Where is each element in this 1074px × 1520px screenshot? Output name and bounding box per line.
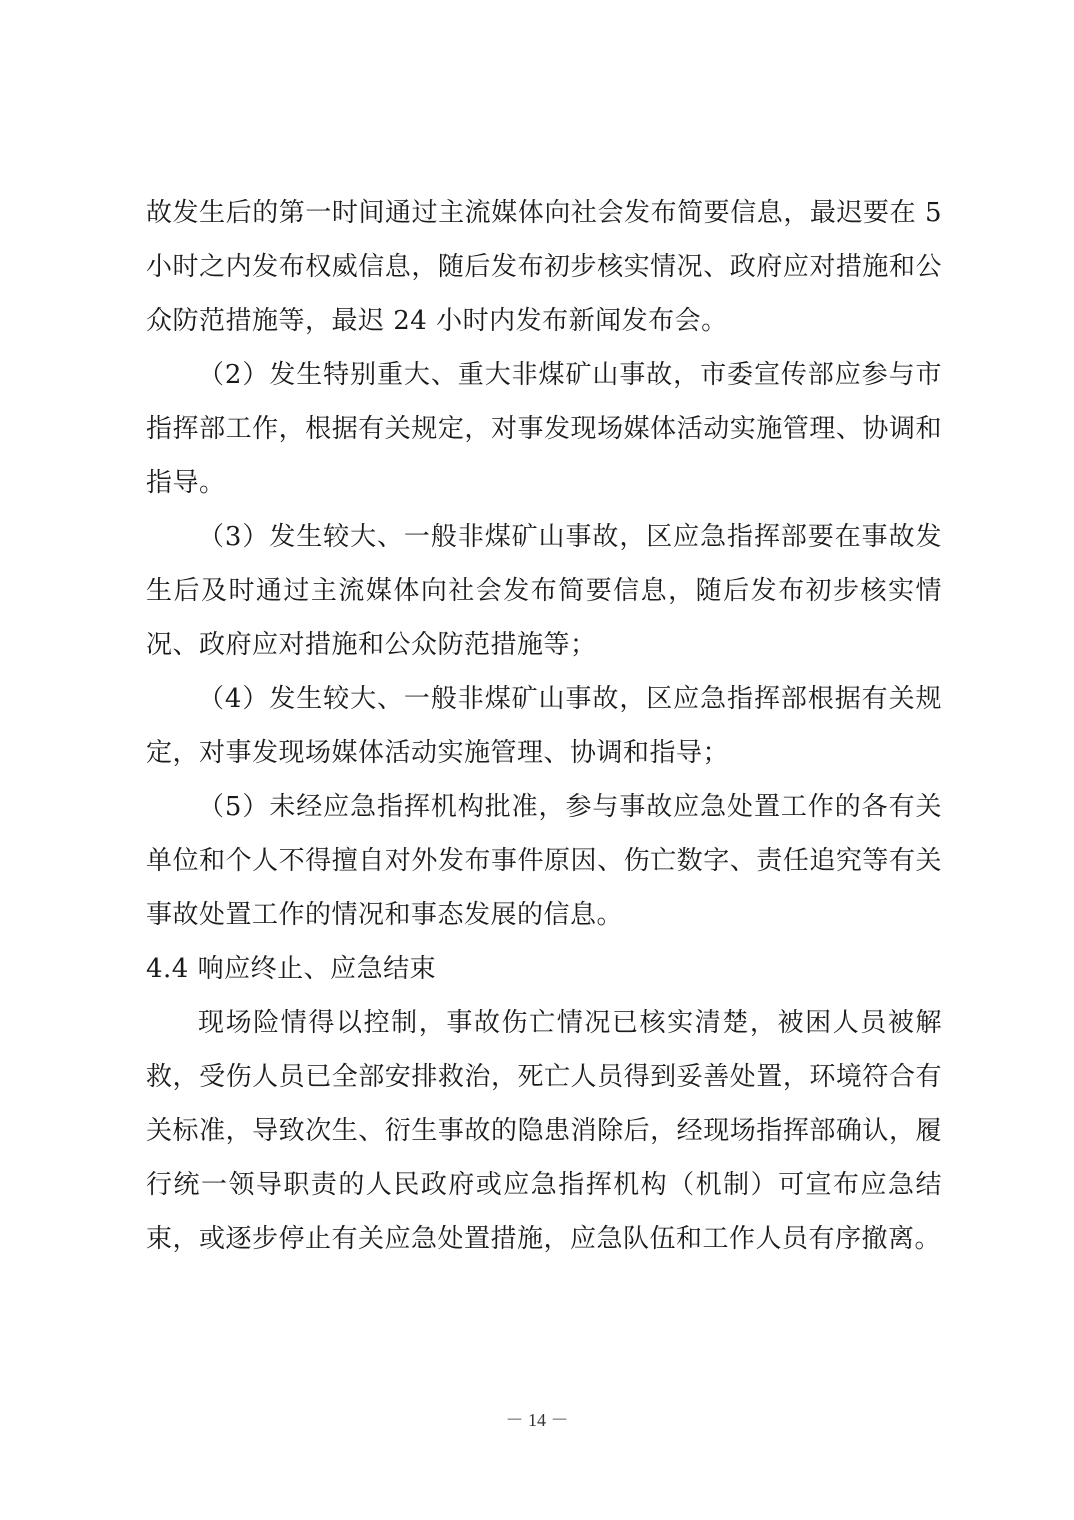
page-number: － 14 － <box>505 1410 569 1430</box>
paragraph-item-2: （2）发生特别重大、重大非煤矿山事故，市委宣传部应参与市指挥部工作，根据有关规定，对事发现场媒体活动实施管理、协调和指导。 <box>146 360 942 498</box>
document-body <box>146 186 942 1266</box>
section-heading: 4.4 响应终止、应急结束 <box>146 954 437 984</box>
paragraph-item-3: （3）发生较大、一般非煤矿山事故，区应急指挥部要在事故发生后及时通过主流媒体向社会发布简要信息，随后发布初步核实情况、政府应对措施和公众防范措施等； <box>146 522 942 660</box>
paragraph-item-5: （5）未经应急指挥机构批准，参与事故应急处置工作的各有关单位和个人不得擅自对外发布事件原因、伤亡数字、责任追究等有关事故处置工作的情况和事态发展的信息。 <box>146 792 942 930</box>
paragraph-item-4: （4）发生较大、一般非煤矿山事故，区应急指挥部根据有关规定，对事发现场媒体活动实施管理、协调和指导； <box>146 684 942 768</box>
section-paragraph: 现场险情得以控制，事故伤亡情况已核实清楚，被困人员被解救，受伤人员已全部安排救治，死亡人员得到妥善处置，环境符合有关标准，导致次生、衍生事故的隐患消除后，经现场指挥部确认，履行统一领导职责的人民政府或应急指挥机构（机制）可宣布应急结束，或逐步停止有关应急处置措施，应急队伍和工作人员有序撤离。 <box>146 1008 942 1254</box>
paragraph-continuation: 故发生后的第一时间通过主流媒体向社会发布简要信息，最迟要在 5 小时之内发布权威信息，随后发布初步核实情况、政府应对措施和公众防范措施等，最迟 24 小时内发布新闻发布会。 <box>146 198 942 336</box>
